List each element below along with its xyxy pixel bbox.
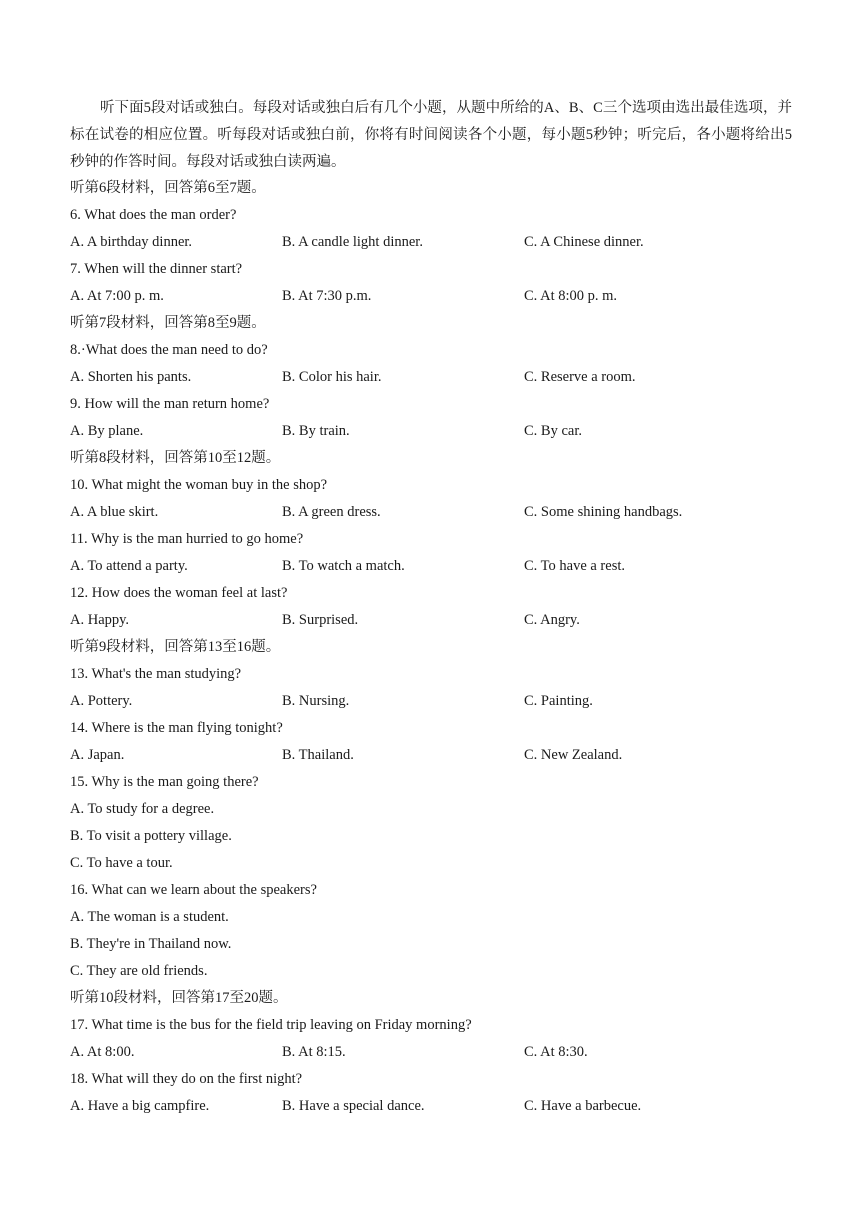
answer-option-c: C. At 8:30. bbox=[524, 1044, 588, 1060]
section-instructions: 听下面5段对话或独白。每段对话或独白后有几个小题，从题中所给的A、B、C三个选项由选出最佳选项，并标在试卷的相应位置。听每段对话或独白前，你将有时间阅读各个小题，每小题5秒钟；听完后，各小题将给出5秒钟的作答时间。每段对话或独白读两遍。 bbox=[70, 100, 792, 170]
answer-option-c: C. Some shining handbags. bbox=[524, 504, 683, 520]
section-heading: 听第10段材料，回答第17至20题。 bbox=[70, 990, 288, 1006]
answer-option-a: A. At 8:00. bbox=[70, 1044, 135, 1060]
answer-option-a: A. To attend a party. bbox=[70, 558, 188, 574]
question-stem: 18. What will they do on the first night? bbox=[70, 1071, 303, 1087]
question-stem: 11. Why is the man hurried to go home? bbox=[70, 531, 304, 547]
answer-option: A. To study for a degree. bbox=[70, 801, 215, 817]
answer-option-c: C. A Chinese dinner. bbox=[524, 234, 644, 250]
answer-option-b: B. Nursing. bbox=[282, 693, 350, 709]
answer-option-b: B. Surprised. bbox=[282, 612, 359, 628]
answer-option-c: C. At 8:00 p. m. bbox=[524, 288, 618, 304]
question-stem: 9. How will the man return home? bbox=[70, 396, 270, 412]
question-list bbox=[70, 175, 792, 1120]
options-row bbox=[70, 1039, 792, 1066]
answer-option-b: B. A green dress. bbox=[282, 504, 381, 520]
answer-option: A. The woman is a student. bbox=[70, 909, 229, 925]
question-stem: 12. How does the woman feel at last? bbox=[70, 585, 288, 601]
question-stem: 8.·What does the man need to do? bbox=[70, 342, 268, 358]
answer-option-c: C. Reserve a room. bbox=[524, 369, 636, 385]
answer-option-b: B. Color his hair. bbox=[282, 369, 382, 385]
answer-option-a: A. At 7:00 p. m. bbox=[70, 288, 164, 304]
options-row bbox=[70, 283, 792, 310]
answer-option-c: C. Angry. bbox=[524, 612, 580, 628]
answer-option-b: B. To watch a match. bbox=[282, 558, 405, 574]
answer-option-a: A. A birthday dinner. bbox=[70, 234, 193, 250]
answer-option-b: B. A candle light dinner. bbox=[282, 234, 423, 250]
options-row bbox=[70, 1093, 792, 1120]
options-row bbox=[70, 607, 792, 634]
question-stem: 14. Where is the man flying tonight? bbox=[70, 720, 283, 736]
question-stem: 13. What's the man studying? bbox=[70, 666, 242, 682]
answer-option-c: C. New Zealand. bbox=[524, 747, 623, 763]
question-stem: 15. Why is the man going there? bbox=[70, 774, 259, 790]
answer-option-b: B. At 7:30 p.m. bbox=[282, 288, 372, 304]
options-row bbox=[70, 418, 792, 445]
question-stem: 17. What time is the bus for the field trip leaving on Friday morning? bbox=[70, 1017, 472, 1033]
answer-option-b: B. At 8:15. bbox=[282, 1044, 346, 1060]
answer-option-b: B. By train. bbox=[282, 423, 350, 439]
answer-option-a: A. Pottery. bbox=[70, 693, 133, 709]
answer-option-a: A. Happy. bbox=[70, 612, 130, 628]
question-stem: 6. What does the man order? bbox=[70, 207, 237, 223]
options-row bbox=[70, 553, 792, 580]
section-heading: 听第8段材料，回答第10至12题。 bbox=[70, 450, 281, 466]
answer-option: B. They're in Thailand now. bbox=[70, 936, 232, 952]
options-row bbox=[70, 742, 792, 769]
options-row bbox=[70, 499, 792, 526]
answer-option: C. They are old friends. bbox=[70, 963, 208, 979]
answer-option-a: A. A blue skirt. bbox=[70, 504, 159, 520]
answer-option-a: A. Have a big campfire. bbox=[70, 1098, 210, 1114]
answer-option-c: C. Painting. bbox=[524, 693, 593, 709]
answer-option-c: C. Have a barbecue. bbox=[524, 1098, 642, 1114]
question-stem: 7. When will the dinner start? bbox=[70, 261, 243, 277]
section-heading: 听第6段材料，回答第6至7题。 bbox=[70, 180, 266, 196]
answer-option-c: C. By car. bbox=[524, 423, 582, 439]
answer-option-b: B. Have a special dance. bbox=[282, 1098, 425, 1114]
question-stem: 10. What might the woman buy in the shop? bbox=[70, 477, 328, 493]
options-row bbox=[70, 229, 792, 256]
answer-option-c: C. To have a rest. bbox=[524, 558, 625, 574]
question-stem: 16. What can we learn about the speakers? bbox=[70, 882, 317, 898]
answer-option-b: B. Thailand. bbox=[282, 747, 354, 763]
answer-option: C. To have a tour. bbox=[70, 855, 173, 871]
options-row bbox=[70, 364, 792, 391]
options-row bbox=[70, 688, 792, 715]
section-heading: 听第9段材料，回答第13至16题。 bbox=[70, 639, 281, 655]
section-heading: 听第7段材料，回答第8至9题。 bbox=[70, 315, 266, 331]
answer-option: B. To visit a pottery village. bbox=[70, 828, 232, 844]
answer-option-a: A. Shorten his pants. bbox=[70, 369, 192, 385]
answer-option-a: A. By plane. bbox=[70, 423, 144, 439]
answer-option-a: A. Japan. bbox=[70, 747, 125, 763]
